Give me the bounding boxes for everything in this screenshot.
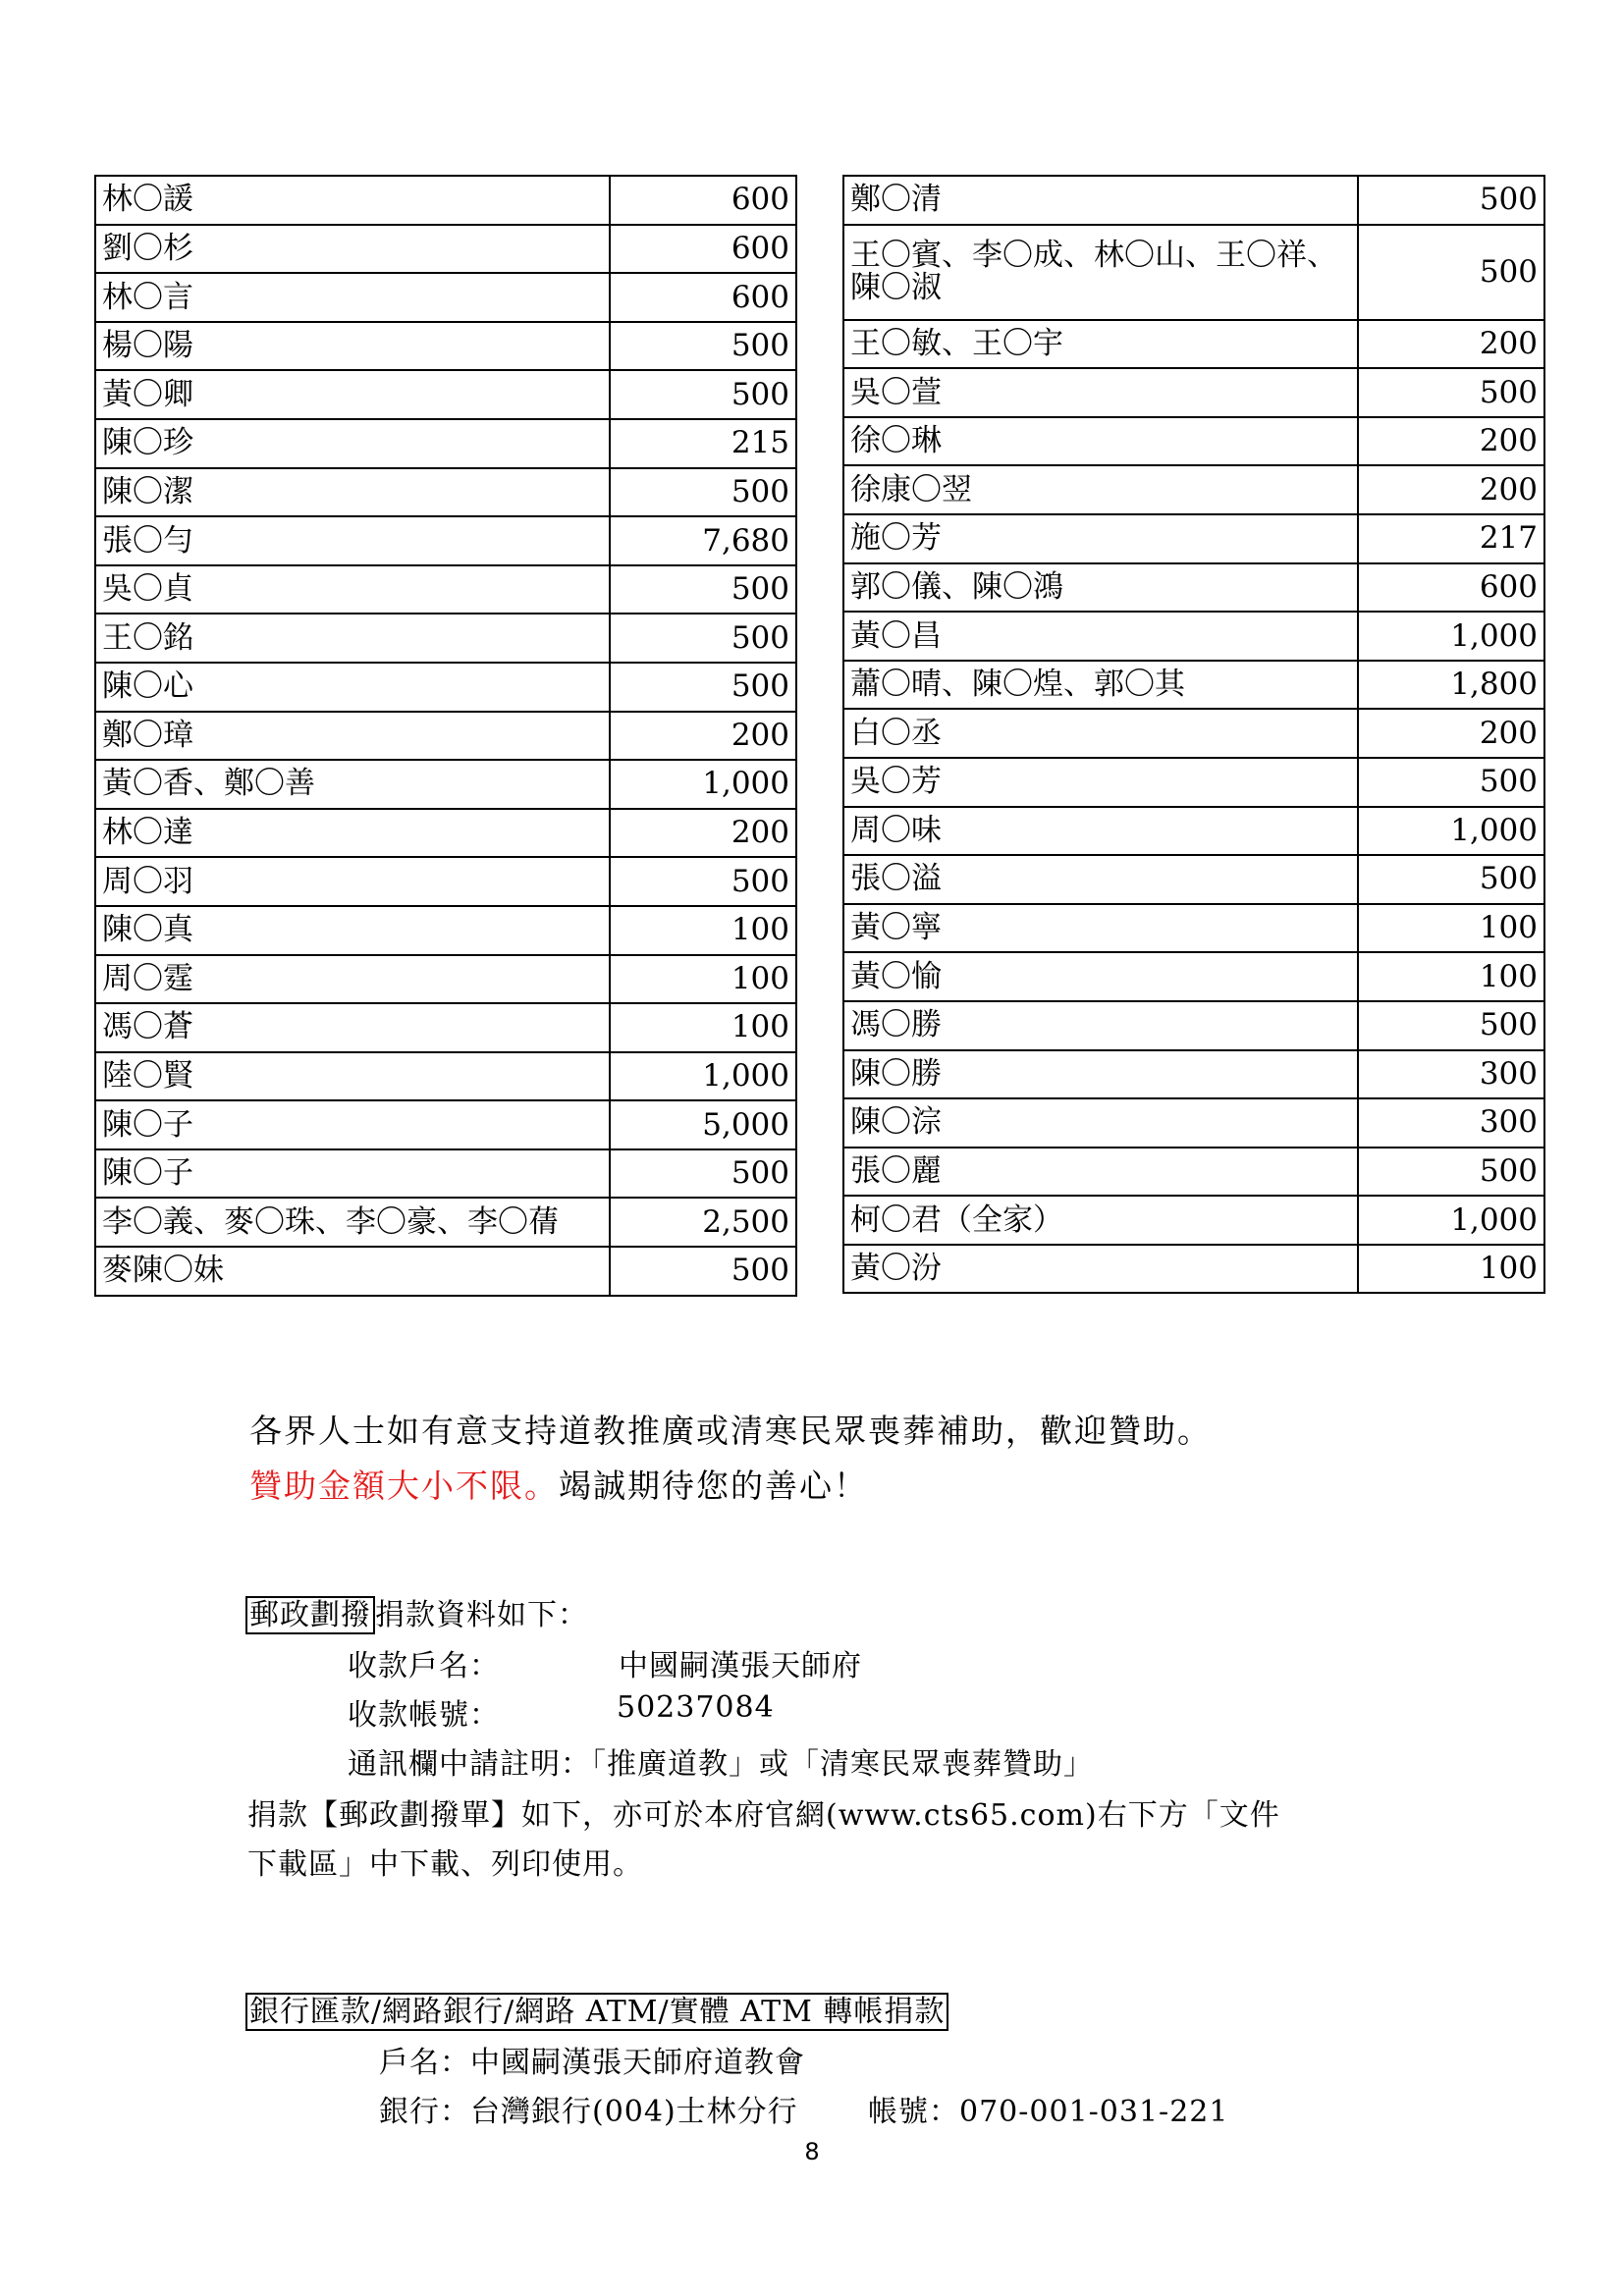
table-row (843, 1050, 1544, 1099)
donor-name: 陳〇真 (95, 906, 610, 955)
donor-name: 陳〇子 (95, 1149, 610, 1199)
donor-name: 徐康〇翌 (843, 465, 1358, 514)
table-row (843, 320, 1544, 369)
donation-amount: 1,000 (1358, 612, 1544, 661)
donation-amount: 600 (610, 225, 796, 274)
page-number: 8 (804, 2138, 820, 2165)
donation-amount: 1,000 (1358, 1196, 1544, 1245)
donation-amount: 100 (610, 906, 796, 955)
donor-name: 麥陳〇妹 (95, 1247, 610, 1296)
table-row (843, 855, 1544, 904)
donor-name: 吳〇萱 (843, 368, 1358, 417)
donor-name: 蕭〇晴、陳〇煌、郭〇其 (843, 661, 1358, 710)
donation-amount: 600 (1358, 563, 1544, 613)
donor-table-left-body (95, 176, 796, 1296)
donor-name: 馮〇勝 (843, 1001, 1358, 1050)
donor-name: 鄭〇清 (843, 176, 1358, 225)
table-row (95, 760, 796, 809)
donor-name: 張〇麗 (843, 1148, 1358, 1197)
table-row (843, 417, 1544, 466)
donor-name: 馮〇蒼 (95, 1003, 610, 1052)
donor-name: 陳〇珍 (95, 419, 610, 468)
donation-amount: 500 (1358, 758, 1544, 807)
donation-amount: 1,000 (610, 760, 796, 809)
donation-amount: 200 (610, 809, 796, 858)
table-row (843, 563, 1544, 613)
table-row (95, 857, 796, 906)
donation-amount: 200 (1358, 709, 1544, 758)
table-row (843, 807, 1544, 856)
bank-account-name: 戶名：中國嗣漢張天師府道教會 (379, 2046, 805, 2080)
table-row (95, 614, 796, 663)
donation-amount: 217 (1358, 514, 1544, 563)
postal-payee-value: 中國嗣漢張天師府 (619, 1649, 862, 1683)
donor-name: 黃〇香、鄭〇善 (95, 760, 610, 809)
table-row (843, 225, 1544, 320)
table-row (843, 904, 1544, 953)
donation-amount: 200 (610, 712, 796, 761)
donor-name: 徐〇琳 (843, 417, 1358, 466)
appeal-line-2 (249, 1461, 868, 1507)
donation-amount: 100 (610, 1003, 796, 1052)
donation-amount: 600 (610, 273, 796, 322)
table-row (95, 906, 796, 955)
postal-heading (245, 1590, 588, 1633)
table-row (843, 758, 1544, 807)
table-row (843, 952, 1544, 1001)
donation-amount: 500 (610, 1149, 796, 1199)
appeal-line-1: 各界人士如有意支持道教推廣或清寒民眾喪葬補助，歡迎贊助。 (249, 1412, 1212, 1450)
donor-name: 陳〇潔 (95, 468, 610, 517)
donation-amount: 500 (610, 1247, 796, 1296)
bank-branch: 銀行：台灣銀行(004)士林分行 (379, 2095, 798, 2129)
table-row (843, 465, 1544, 514)
donor-name: 白〇丞 (843, 709, 1358, 758)
table-row (843, 1245, 1544, 1294)
table-row (843, 1148, 1544, 1197)
donor-name: 陳〇心 (95, 663, 610, 712)
table-row (95, 955, 796, 1004)
donor-name: 王〇銘 (95, 614, 610, 663)
donation-amount: 500 (610, 614, 796, 663)
donor-name: 黃〇卿 (95, 370, 610, 419)
donor-table-right (842, 175, 1545, 1294)
donation-amount: 300 (1358, 1050, 1544, 1099)
donor-name: 陳〇淙 (843, 1098, 1358, 1148)
bank-title-box: 銀行匯款/網路銀行/網路 ATM/實體 ATM 轉帳捐款 (245, 1993, 948, 2031)
table-row (95, 1198, 796, 1247)
donor-name: 吳〇芳 (843, 758, 1358, 807)
table-row (95, 468, 796, 517)
postal-form-line-1: 捐款【郵政劃撥單】如下，亦可於本府官網(www.cts65.com)右下方「文件 (247, 1798, 1280, 1833)
postal-account-value: 50237084 (617, 1690, 775, 1725)
donor-name: 林〇言 (95, 273, 610, 322)
donor-table-right-body (843, 176, 1544, 1293)
donor-table-left (94, 175, 797, 1297)
table-row (843, 176, 1544, 225)
postal-payee-label: 收款戶名： (348, 1649, 500, 1683)
donor-name: 吳〇貞 (95, 565, 610, 614)
donor-name: 林〇諼 (95, 176, 610, 225)
table-row (843, 612, 1544, 661)
donor-name: 周〇味 (843, 807, 1358, 856)
donor-name: 周〇霆 (95, 955, 610, 1004)
table-row (95, 370, 796, 419)
table-row (95, 322, 796, 371)
donation-amount: 500 (1358, 368, 1544, 417)
donor-name: 柯〇君（全家） (843, 1196, 1358, 1245)
table-row (95, 1052, 796, 1101)
table-row (843, 709, 1544, 758)
table-row (95, 712, 796, 761)
appeal-amount-unlimited: 贊助金額大小不限。 (249, 1467, 559, 1505)
donation-amount: 500 (1358, 225, 1544, 320)
table-row (843, 368, 1544, 417)
donor-name: 陳〇勝 (843, 1050, 1358, 1099)
bank-account-number: 帳號：070-001-031-221 (868, 2095, 1229, 2129)
donor-name: 劉〇杉 (95, 225, 610, 274)
postal-note: 通訊欄中請註明：「推廣道教」或「清寒民眾喪葬贊助」 (348, 1747, 1094, 1782)
donor-name: 郭〇儀、陳〇鴻 (843, 563, 1358, 613)
table-row (95, 516, 796, 565)
table-row (95, 565, 796, 614)
donor-name: 林〇達 (95, 809, 610, 858)
donor-name: 陳〇子 (95, 1100, 610, 1149)
table-row (95, 1247, 796, 1296)
donor-name: 黃〇愉 (843, 952, 1358, 1001)
postal-form-line-2: 下載區」中下載、列印使用。 (247, 1847, 643, 1882)
donation-amount: 1,800 (1358, 661, 1544, 710)
donor-name: 楊〇陽 (95, 322, 610, 371)
donation-amount: 215 (610, 419, 796, 468)
donation-amount: 2,500 (610, 1198, 796, 1247)
donation-amount: 200 (1358, 320, 1544, 369)
donation-amount: 500 (1358, 1001, 1544, 1050)
donation-amount: 100 (1358, 1245, 1544, 1294)
donation-amount: 100 (1358, 952, 1544, 1001)
table-row (95, 663, 796, 712)
donation-amount: 1,000 (610, 1052, 796, 1101)
donation-amount: 100 (1358, 904, 1544, 953)
donor-name: 張〇溢 (843, 855, 1358, 904)
donation-amount: 500 (610, 370, 796, 419)
donor-name: 張〇勻 (95, 516, 610, 565)
table-row (843, 514, 1544, 563)
donor-name: 王〇賓、李〇成、林〇山、王〇祥、陳〇淑 (843, 225, 1358, 320)
table-row (95, 1003, 796, 1052)
table-row (843, 1098, 1544, 1148)
donor-name: 施〇芳 (843, 514, 1358, 563)
donor-name: 李〇義、麥〇珠、李〇豪、李〇蒨 (95, 1198, 610, 1247)
donation-amount: 300 (1358, 1098, 1544, 1148)
donor-name: 黃〇昌 (843, 612, 1358, 661)
table-row (95, 809, 796, 858)
table-row (95, 225, 796, 274)
donation-amount: 100 (610, 955, 796, 1004)
table-row (95, 176, 796, 225)
table-row (95, 419, 796, 468)
appeal-thanks: 竭誠期待您的善心！ (559, 1467, 868, 1505)
donation-amount: 500 (610, 857, 796, 906)
donation-amount: 5,000 (610, 1100, 796, 1149)
donor-name: 周〇羽 (95, 857, 610, 906)
table-row (843, 1196, 1544, 1245)
donation-amount: 500 (1358, 176, 1544, 225)
donation-amount: 200 (1358, 417, 1544, 466)
table-row (95, 1149, 796, 1199)
donation-amount: 500 (610, 663, 796, 712)
table-row (95, 1100, 796, 1149)
postal-title-box: 郵政劃撥 (245, 1596, 375, 1634)
donation-amount: 200 (1358, 465, 1544, 514)
donor-name: 黃〇寧 (843, 904, 1358, 953)
table-row (843, 1001, 1544, 1050)
donation-amount: 500 (1358, 855, 1544, 904)
donor-name: 鄭〇璋 (95, 712, 610, 761)
table-row (843, 661, 1544, 710)
donation-amount: 500 (610, 322, 796, 371)
donor-name: 陸〇賢 (95, 1052, 610, 1101)
donor-name: 黃〇汾 (843, 1245, 1358, 1294)
postal-title-suffix: 捐款資料如下： (375, 1598, 588, 1632)
bank-heading (245, 1987, 948, 2030)
table-row (95, 273, 796, 322)
donation-amount: 600 (610, 176, 796, 225)
postal-account-label: 收款帳號： (348, 1698, 500, 1733)
donor-name: 王〇敏、王〇宇 (843, 320, 1358, 369)
donation-amount: 500 (610, 468, 796, 517)
donation-amount: 7,680 (610, 516, 796, 565)
donation-amount: 500 (1358, 1148, 1544, 1197)
donation-amount: 500 (610, 565, 796, 614)
donation-amount: 1,000 (1358, 807, 1544, 856)
